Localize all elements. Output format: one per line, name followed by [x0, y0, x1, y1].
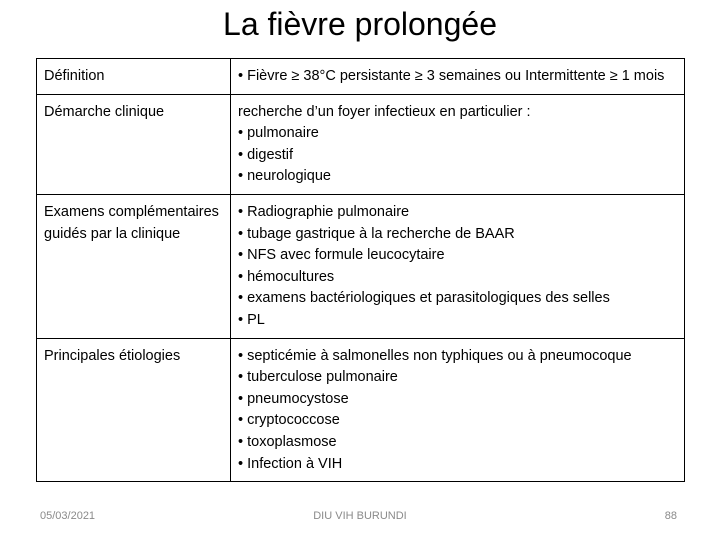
row-line: • neurologique	[238, 168, 331, 185]
row-content	[231, 194, 685, 338]
footer-date: 05/03/2021	[40, 510, 96, 522]
row-line: • PL	[238, 311, 265, 328]
row-line: • pulmonaire	[238, 125, 319, 142]
row-line: recherche d’un foyer infectieux en particulier :	[238, 103, 531, 120]
row-line: • examens bactériologiques et parasitologiques des selles	[238, 290, 610, 307]
row-line: • Infection à VIH	[238, 455, 343, 472]
row-line: • toxoplasmose	[238, 433, 337, 450]
table-row-definition	[37, 59, 685, 95]
table-row-demarche	[37, 94, 685, 194]
row-line: • hémocultures	[238, 268, 335, 285]
row-line: • tubage gastrique à la recherche de BAAR	[238, 225, 515, 242]
info-table	[36, 58, 685, 482]
row-label: Démarche clinique	[37, 94, 231, 194]
row-line: • Fièvre ≥ 38°C persistante ≥ 3 semaines ou Intermittente ≥ 1 mois	[238, 68, 665, 84]
footer-title: DIU VIH BURUNDI	[313, 510, 407, 522]
row-line: • pneumocystose	[238, 390, 349, 407]
slide-title: La fièvre prolongée	[223, 6, 497, 42]
table-row-examens	[37, 194, 685, 338]
row-line: • tuberculose pulmonaire	[238, 369, 398, 386]
row-label: Principales étiologies	[37, 338, 231, 482]
row-content	[231, 94, 685, 194]
row-line: • digestif	[238, 146, 294, 163]
table-row-etiologies	[37, 338, 685, 482]
row-label: Définition	[37, 59, 231, 95]
page-number: 88	[664, 510, 677, 522]
row-content	[231, 338, 685, 482]
row-line: • septicémie à salmonelles non typhiques ou à pneumocoque	[238, 347, 632, 364]
row-line: • cryptococcose	[238, 412, 340, 429]
row-label: Examens complémentaires guidés par la clinique	[37, 194, 231, 338]
row-line: • NFS avec formule leucocytaire	[238, 247, 445, 264]
row-line: • Radiographie pulmonaire	[238, 203, 410, 220]
row-content	[231, 59, 685, 95]
